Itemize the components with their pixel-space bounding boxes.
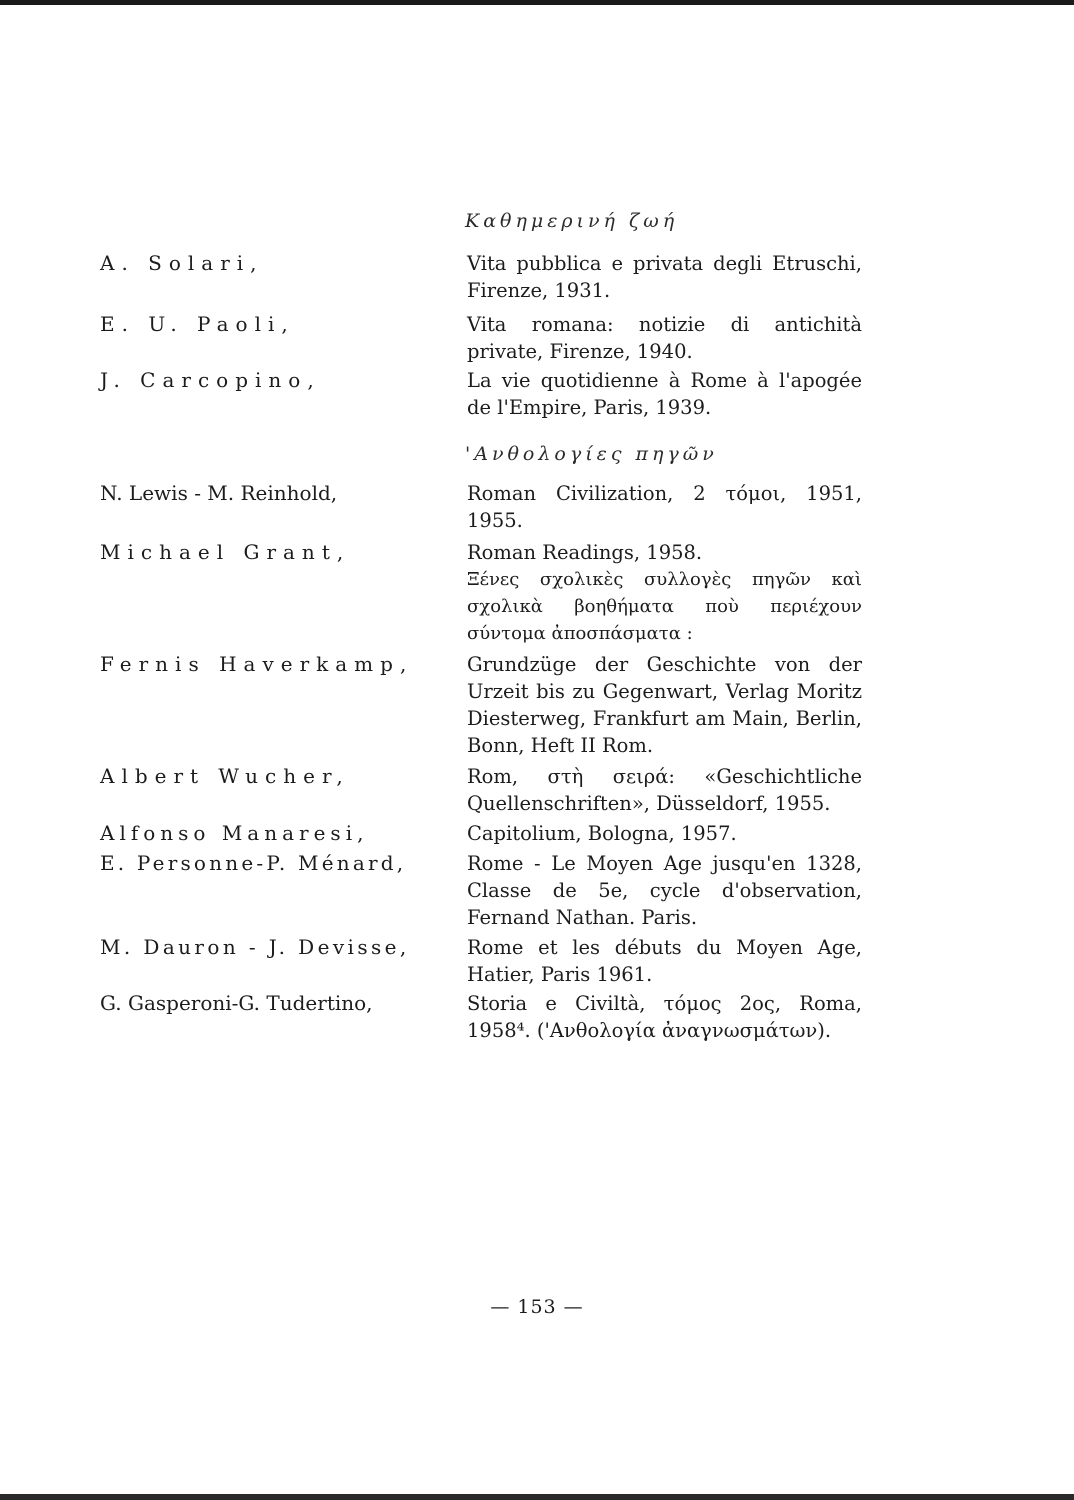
entry-author: E. Personne-P. Ménard, [100, 851, 407, 875]
page-number: — 153 — [490, 1296, 584, 1318]
entry-work: Roman Readings, 1958. [467, 541, 703, 564]
entry-work: Rome et les débuts du Moyen Age, Hatier, Paris 1961. [467, 936, 862, 986]
entry-work: Rome - Le Moyen Age jusqu'en 1328, Classe de 5e, cycle d'observation, Fernand Nathan. Paris. [467, 852, 862, 929]
entry-author: Fernis Haverkamp, [100, 652, 414, 676]
section-heading-anthologies: 'Ανθολογίες πηγῶν [465, 443, 718, 465]
entry-work: Grundzüge der Geschichte von der Urzeit bis zu Gegenwart, Verlag Moritz Diesterweg, Frankfurt am Main, Berlin, Bonn, Heft II Rom. [467, 653, 862, 757]
entry-author: N. Lewis - M. Reinhold, [100, 481, 338, 505]
entry-author: E. U. Paoli, [100, 312, 295, 336]
entry-author: Alfonso Manaresi, [100, 821, 369, 845]
entry-work: Vita pubblica e privata degli Etruschi, Firenze, 1931. [467, 252, 862, 302]
entry-work: La vie quotidienne à Rome à l'apogée de l'Empire, Paris, 1939. [467, 369, 862, 419]
entry-author: M. Dauron - J. Devisse, [100, 935, 410, 959]
entry-author: Albert Wucher, [100, 764, 350, 788]
greek-note: Ξένες σχολικὲς συλλογὲς πηγῶν καὶ σχολικὰ βοηθήματα ποὺ περιέχουν σύντομα ἀποσπάσματα : [467, 569, 862, 644]
entry-work: Capitolium, Bologna, 1957. [467, 822, 737, 845]
entry-work: Roman Civilization, 2 τόμοι, 1951, 1955. [467, 482, 862, 532]
entry-author: A. Solari, [100, 251, 264, 275]
entry-work: Vita romana: notizie di antichità private, Firenze, 1940. [467, 313, 862, 363]
section-heading-daily-life: Καθημερινή ζωή [465, 210, 679, 232]
entry-author: G. Gasperoni-G. Tudertino, [100, 991, 373, 1015]
entry-work: Storia e Civiltà, τόμος 2ος, Roma, 1958⁴. ('Ανθολογία ἀναγνωσμάτων). [467, 992, 862, 1042]
entry-author: Michael Grant, [100, 540, 351, 564]
entry-work: Rom, στὴ σειρά: «Geschichtliche Quellenschriften», Düsseldorf, 1955. [467, 765, 862, 815]
entry-author: J. Carcopino, [100, 368, 321, 392]
scan-bottom-edge [0, 1494, 1074, 1500]
